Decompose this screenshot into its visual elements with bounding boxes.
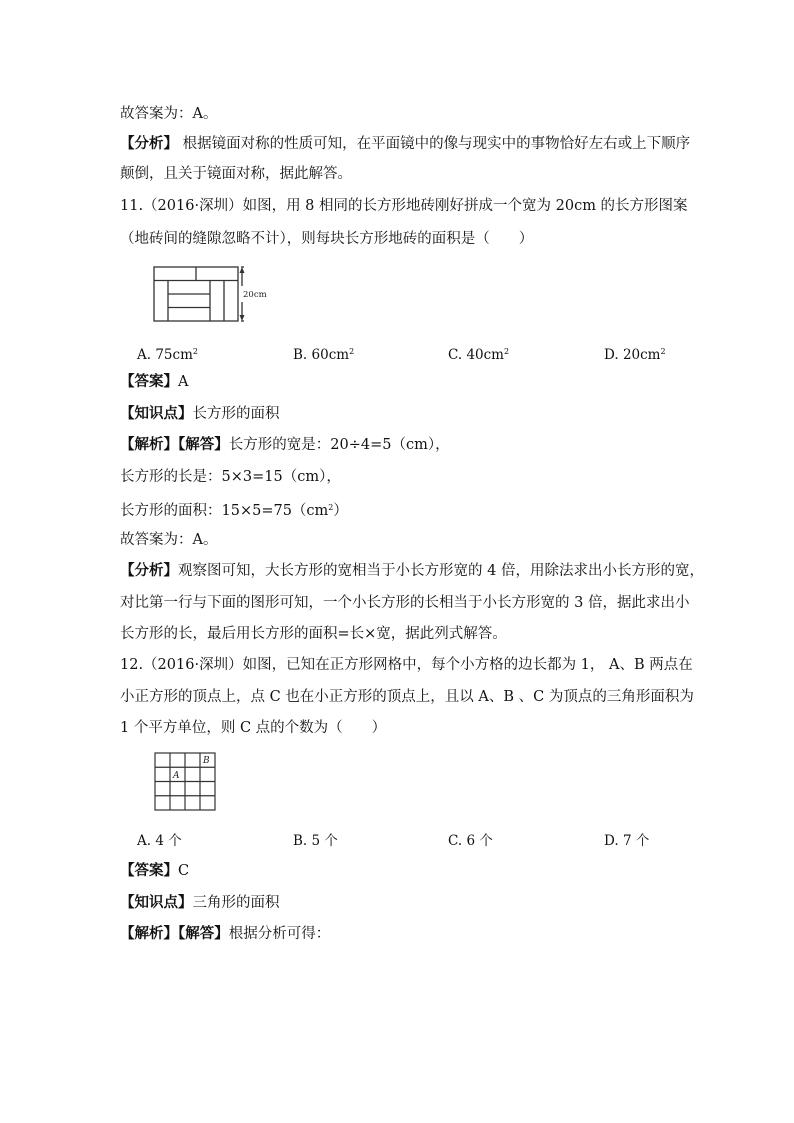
prev-answer-line: 故答案为：A。 (120, 106, 218, 122)
q11-answer: 【答案】A (120, 373, 189, 390)
arrow-up-icon (240, 267, 245, 273)
q12-option-d: D. 7 个 (604, 833, 650, 849)
q11-tile-figure (152, 265, 267, 325)
q11-stem-line-1: 11.（2016·深圳）如图，用 8 相同的长方形地砖刚好拼成一个宽为 20cm 的长方形图案 (120, 198, 688, 214)
analysis-tag: 【分析】 (120, 135, 178, 152)
q11-option-a: A. $75cm^2$ (137, 347, 198, 363)
q11-option-d: D. $20cm^2$ (604, 347, 666, 363)
q11-analysis-line-1: 【分析】观察图可知，大长方形的宽相当于小长方形宽的 4 倍，用除法求出小长方形的宽， (120, 562, 704, 579)
q11-analysis-line-3: 长方形的长，最后用长方形的面积=长×宽，据此列式解答。 (120, 626, 507, 642)
q12-solution-line-1: 【解析】【解答】根据分析可得： (120, 925, 331, 942)
q11-option-c: C. $40cm^2$ (448, 347, 510, 363)
q11-knowledge: 【知识点】长方形的面积 (120, 405, 280, 422)
q12-stem-line-3: 1 个平方单位，则 C 点的个数为（ ） (120, 720, 387, 736)
point-b-label: B (203, 756, 210, 766)
prev-analysis-line-2: 颠倒，且关于镜面对称，据此解答。 (120, 166, 352, 182)
q11-final-answer: 故答案为：A。 (120, 532, 218, 548)
q12-stem-line-1: 12.（2016·深圳）如图，已知在正方形网格中，每个小方格的边长都为 1， A、B 两点在 (120, 657, 693, 673)
q11-solution-line-3: 长方形的面积：$15\times 5=75(cm^2)$ (120, 503, 348, 519)
q11-option-b: B. $60cm^2$ (293, 347, 355, 363)
q12-knowledge: 【知识点】三角形的面积 (120, 894, 280, 911)
q12-option-b: B. 5 个 (293, 833, 338, 849)
q12-option-a: A. 4 个 (137, 833, 182, 849)
dimension-label: 20cm (243, 290, 267, 300)
q11-stem-line-2: （地砖间的缝隙忽略不计），则每块长方形地砖的面积是（ ） (120, 231, 534, 247)
q12-answer: 【答案】C (120, 862, 190, 879)
q12-grid-figure (153, 751, 219, 813)
q11-solution-line-1: 【解析】【解答】长方形的宽是：20÷4=5（cm）， (120, 436, 450, 453)
analysis-text: 根据镜面对称的性质可知，在平面镜中的像与现实中的事物恰好左右或上下顺序 (182, 136, 691, 152)
arrow-down-icon (240, 315, 245, 321)
point-a-label: A (173, 771, 180, 781)
prev-analysis-line-1 (120, 134, 690, 154)
q11-analysis-line-2: 对比第一行与下面的图形可知，一个小长方形的长相当于小长方形宽的 3 倍，据此求出小 (120, 595, 690, 611)
q12-stem-line-2: 小正方形的顶点上，点 C 也在小正方形的顶点上，且以 A、B 、C 为顶点的三角形面积为 (120, 689, 694, 705)
q12-option-c: C. 6 个 (448, 833, 493, 849)
q11-solution-line-2: 长方形的长是：5×3=15（cm）， (120, 469, 341, 485)
